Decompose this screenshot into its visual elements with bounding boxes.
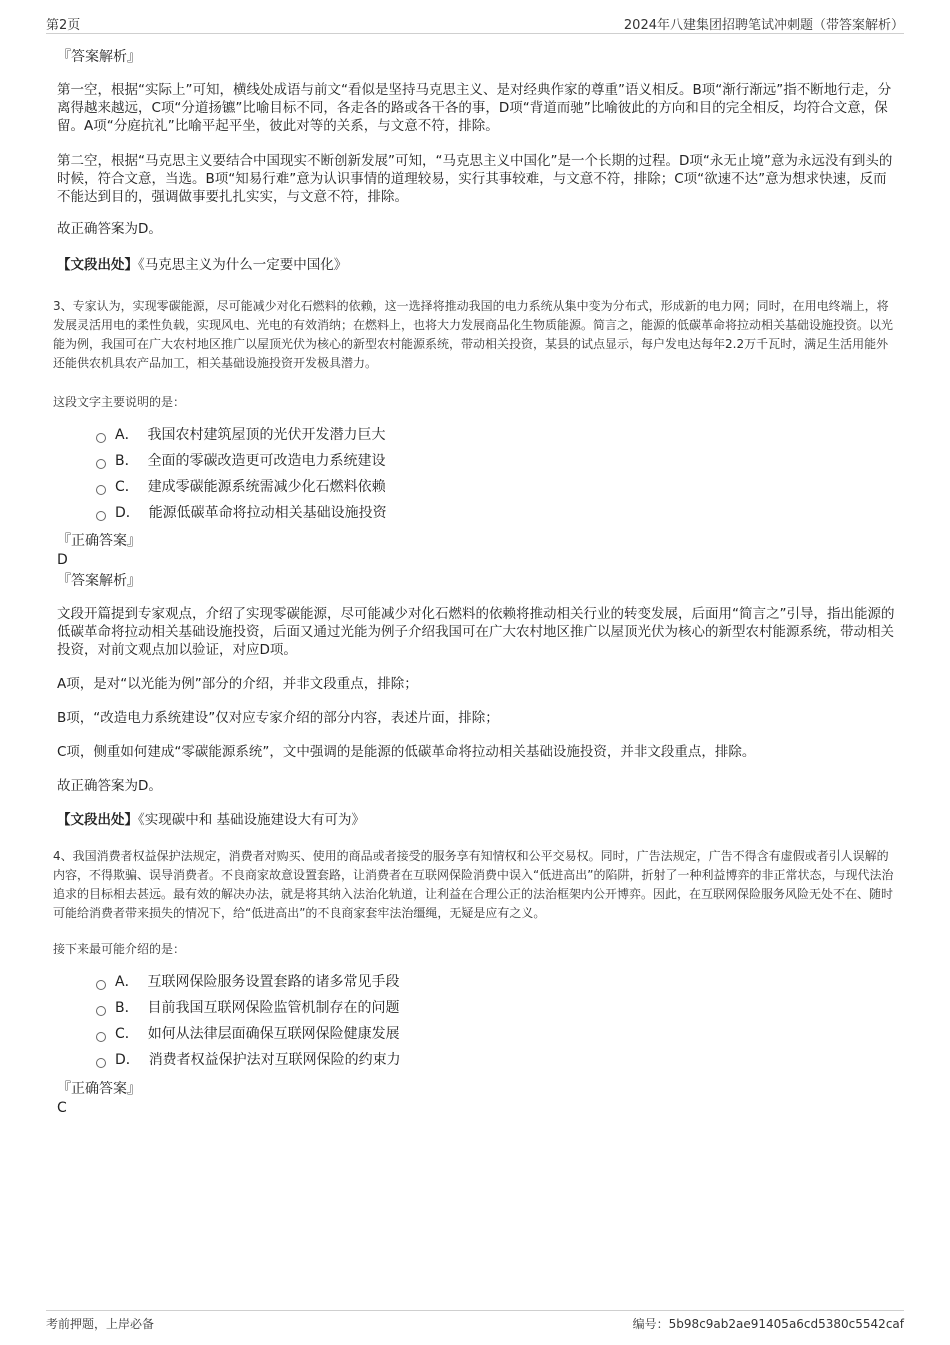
q4-option-a[interactable]: A． 互联网保险服务设置套路的诸多常见手段 xyxy=(96,972,399,992)
footer-slogan: 考前押题，上岸必备 xyxy=(46,1317,155,1331)
q3-conclusion: 故正确答案为D。 xyxy=(57,778,162,794)
q2-analysis-para2: 第二空，根据“马克思主义要结合中国现实不断创新发展”可知，“马克思主义中国化”是一个长期的过程。D项“永无止境”意为永远没有到头的时候，符合文意，当选。B项“知易行难”意为认识事情的道理较易，实行其事较难，与文意不符，排除；C项“欲速不达”意为想求快速，反而不能达到目的，强调做事要扎扎实实，与文意不符，排除。 xyxy=(57,153,893,205)
radio-icon[interactable] xyxy=(96,1058,106,1068)
radio-icon[interactable] xyxy=(96,980,106,990)
q3-option-d[interactable]: D． 能源低碳革命将拉动相关基础设施投资 xyxy=(96,503,387,523)
q4-option-c[interactable]: C． 如何从法律层面确保互联网保险健康发展 xyxy=(96,1024,400,1044)
q3-analysis-para3: B项，“改造电力系统建设”仅对应专家介绍的部分内容，表述片面，排除； xyxy=(57,710,499,726)
q4-correct-label: 『正确答案』 xyxy=(57,1081,141,1097)
radio-icon[interactable] xyxy=(96,1006,106,1016)
q2-source-title: 《马克思主义为什么一定要中国化》 xyxy=(138,257,348,273)
q3-stem: 3、专家认为，实现零碳能源，尽可能减少对化石燃料的依赖，这一选择将推动我国的电力系统从集中变为分布式，形成新的电力网；同时，在用电终端上，将发展灵活用电的柔性负载，实现风电、光电的有效消纳；在燃料上，也将大力发展商品化生物质能源。简言之，能源的低碳革命将拉动相关基础设施投资。以光能为例，我国可在广大农村地区推广以屋顶光伏为核心的新型农村能源系统，带动相关投资，某县的试点显示，每户发电达每年2.2万千瓦时，满足生活用能外还能供农机具农产品加工，相关基础设施投资开发极具潜力。 xyxy=(53,299,894,370)
radio-icon[interactable] xyxy=(96,511,106,521)
q3-analysis-para1: 文段开篇提到专家观点，介绍了实现零碳能源，尽可能减少对化石燃料的依赖将推动相关行业的转变发展，后面用“简言之”引导，指出能源的低碳革命将拉动相关基础设施投资，后面又通过光能为例子介绍我国可在广大农村地区推广以屋顶光伏为核心的新型农村能源系统，带动相关投资，对前文观点加以验证，对应D项。 xyxy=(57,606,895,658)
q4-stem: 4、我国消费者权益保护法规定，消费者对购买、使用的商品或者接受的服务享有知情权和公平交易权。同时，广告法规定，广告不得含有虚假或者引人误解的内容，不得欺骗、误导消费者。不良商家故意设置套路，让消费者在互联网保险消费中误入“低进高出”的陷阱，折射了一种利益博弈的非正常状态，与现代法治追求的目标相去甚远。最有效的解决办法，就是将其纳入法治化轨道，让利益在合理公正的法治框架内公开博弈。因此，在互联网保险服务风险无处不在、随时可能给消费者带来损失的情况下，给“低进高出”的不良商家套牢法治缰绳，无疑是应有之义。 xyxy=(53,849,894,920)
q3-correct-label: 『正确答案』 xyxy=(57,533,141,549)
q2-source-label: 【文段出处】 xyxy=(57,257,138,273)
q4-correct-answer: C xyxy=(57,1100,67,1116)
q2-analysis-label: 『答案解析』 xyxy=(57,49,141,65)
q3-correct-answer: D xyxy=(57,552,68,568)
q3-source-label: 【文段出处】 xyxy=(57,812,138,828)
radio-icon[interactable] xyxy=(96,485,106,495)
q4-ask: 接下来最可能介绍的是： xyxy=(53,942,186,956)
document-code: 编号：5b98c9ab2ae91405a6cd5380c5542caf xyxy=(632,1317,904,1331)
page-footer xyxy=(46,1310,904,1334)
page-number: 第2页 xyxy=(46,18,81,33)
q3-ask: 这段文字主要说明的是： xyxy=(53,395,186,409)
q2-conclusion: 故正确答案为D。 xyxy=(57,221,162,237)
radio-icon[interactable] xyxy=(96,1032,106,1042)
q3-analysis-para2: A项，是对“以光能为例”部分的介绍，并非文段重点，排除； xyxy=(57,676,418,692)
q4-option-d[interactable]: D． 消费者权益保护法对互联网保险的约束力 xyxy=(96,1050,401,1070)
radio-icon[interactable] xyxy=(96,433,106,443)
radio-icon[interactable] xyxy=(96,459,106,469)
document-title: 2024年八建集团招聘笔试冲刺题（带答案解析） xyxy=(623,18,904,33)
q2-analysis-para1: 第一空，根据“实际上”可知，横线处成语与前文“看似是坚持马克思主义、是对经典作家的尊重”语义相反。B项“渐行渐远”指不断地行走，分离得越来越远，C项“分道扬镳”比喻目标不同，各走各的路或各干各的事，D项“背道而驰”比喻彼此的方向和目的完全相反，均符合文意，保留。A项“分庭抗礼”比喻平起平坐，彼此对等的关系，与文意不符，排除。 xyxy=(57,82,892,134)
q3-option-c[interactable]: C． 建成零碳能源系统需减少化石燃料依赖 xyxy=(96,477,386,497)
q3-analysis-label: 『答案解析』 xyxy=(57,573,141,589)
q3-option-a[interactable]: A． 我国农村建筑屋顶的光伏开发潜力巨大 xyxy=(96,425,385,445)
q3-source xyxy=(57,811,895,829)
q2-source xyxy=(57,256,895,274)
q3-source-title: 《实现碳中和 基础设施建设大有可为》 xyxy=(138,812,366,828)
q3-analysis-para4: C项，侧重如何建成“零碳能源系统”，文中强调的是能源的低碳革命将拉动相关基础设施投资，并非文段重点，排除。 xyxy=(57,744,756,760)
q4-option-b[interactable]: B． 目前我国互联网保险监管机制存在的问题 xyxy=(96,998,400,1018)
page-header xyxy=(46,12,904,34)
q3-option-b[interactable]: B． 全面的零碳改造更可改造电力系统建设 xyxy=(96,451,386,471)
